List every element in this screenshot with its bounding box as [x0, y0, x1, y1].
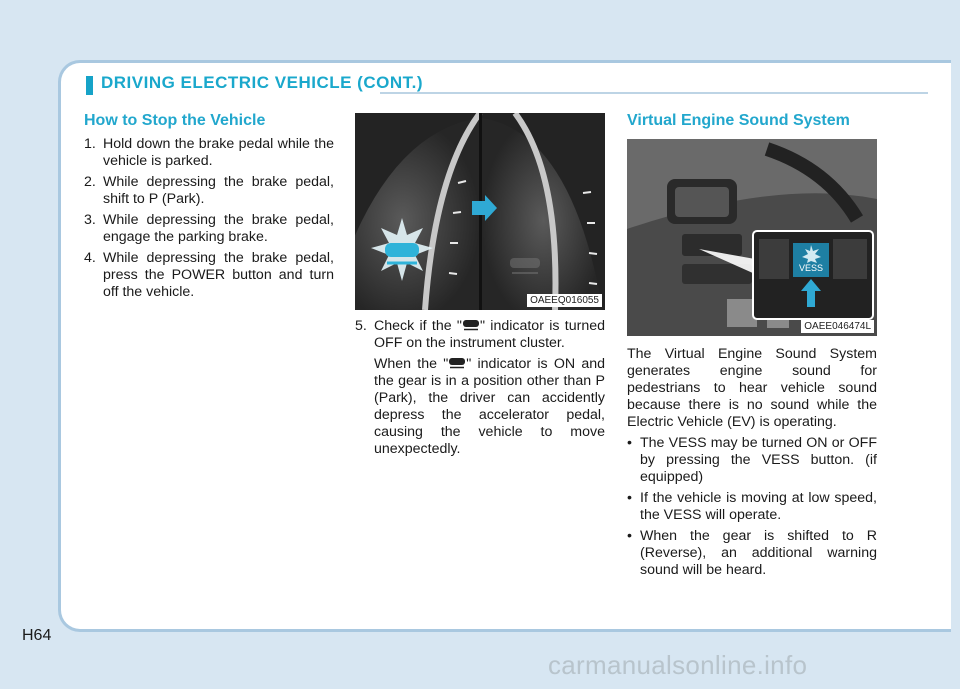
list-item — [84, 174, 334, 208]
bullet-dot: • — [627, 490, 632, 506]
step5-note — [355, 356, 605, 458]
figure-code: OAEEQ016055 — [527, 294, 602, 307]
stop-section-title: How to Stop the Vehicle — [84, 112, 266, 129]
list-item — [627, 435, 877, 486]
list-item — [627, 490, 877, 524]
bullet-text: The VESS may be turned ON or OFF by pressing the VESS button. (if equipped) — [640, 435, 877, 485]
list-item — [84, 212, 334, 246]
step5-note-a: When the " — [374, 356, 449, 372]
bullet-dot: • — [627, 528, 632, 544]
step-number: 3. — [84, 212, 96, 228]
vess-text — [627, 346, 877, 583]
car-indicator-icon — [448, 357, 466, 369]
step-text: While depressing the brake pedal, shift to P (Park). — [103, 174, 334, 207]
vess-bullets — [627, 435, 877, 579]
cluster-illustration — [355, 113, 605, 310]
step-number: 4. — [84, 250, 96, 266]
header-accent-bar — [86, 76, 93, 95]
bullet-text: If the vehicle is moving at low speed, the VESS will operate. — [640, 490, 877, 523]
step-text: While depressing the brake pedal, engage the parking brake. — [103, 212, 334, 245]
vess-column — [627, 112, 877, 136]
vess-figure — [627, 139, 877, 336]
step-text: While depressing the brake pedal, press the POWER button and turn off the vehicle. — [103, 250, 334, 300]
section-header-title: DRIVING ELECTRIC VEHICLE (CONT.) — [101, 73, 424, 92]
dashboard-illustration — [627, 139, 877, 336]
list-item — [84, 136, 334, 170]
cluster-figure — [355, 113, 605, 310]
vess-button-label: VESS — [798, 263, 824, 273]
step-number: 1. — [84, 136, 96, 152]
figure-code: OAEE046474L — [801, 320, 874, 333]
bullet-dot: • — [627, 435, 632, 451]
vess-section-title: Virtual Engine Sound System — [627, 112, 850, 129]
step-text: Hold down the brake pedal while the vehicle is parked. — [103, 136, 334, 169]
list-item — [627, 528, 877, 579]
step-number: 5. — [355, 318, 367, 334]
bullet-text: When the gear is shifted to R (Reverse), an additional warning sound will be heard. — [640, 528, 877, 578]
stop-steps-list — [84, 136, 334, 301]
step5-text-b: " indicator is turned OFF on the instrument cluster. — [374, 318, 605, 351]
step5-text-a: Check if the " — [374, 318, 462, 334]
vess-intro: The Virtual Engine Sound System generates engine sound for pedestrians to hear vehicle sound because there is no sound while the Electric Vehicle (EV) is operating. — [627, 346, 877, 430]
header-rule — [380, 92, 928, 94]
step5-note-b: " indicator is ON and the gear is in a position other than P (Park), the driver can accidently depress the accelerator pedal, causing the vehicle to move unexpectedly. — [374, 356, 605, 457]
step5-block — [355, 318, 605, 462]
car-indicator-icon — [462, 319, 480, 331]
list-item — [355, 318, 605, 352]
step-number: 2. — [84, 174, 96, 190]
watermark: carmanualsonline.info — [548, 650, 808, 680]
list-item — [84, 250, 334, 301]
page-number: H64 — [22, 627, 52, 644]
stop-column — [84, 112, 334, 305]
